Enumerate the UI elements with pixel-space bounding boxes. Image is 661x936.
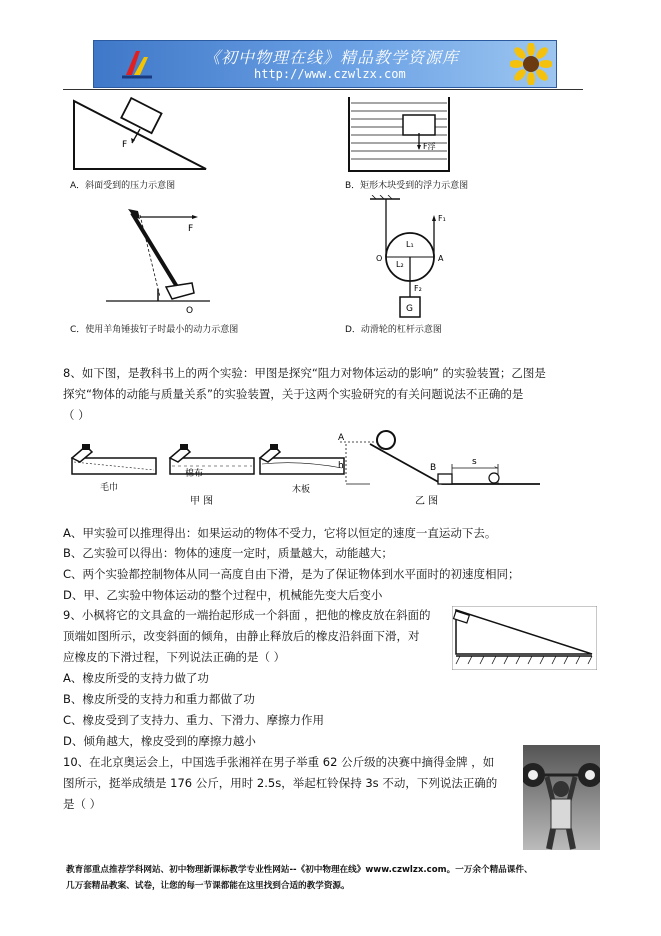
q9-incline-figure <box>452 606 597 670</box>
figure-b-beaker <box>345 95 455 175</box>
q8-option-d: D、甲、乙实验中物体运动的整个过程中，机械能先变大后变小 <box>63 588 383 602</box>
figure-c-hammer <box>100 205 220 315</box>
header-url[interactable]: http://www.czwlzx.com <box>254 67 406 81</box>
figure-d-caption: D．动滑轮的杠杆示意图 <box>345 325 442 335</box>
q9-stem-line3: 应橡皮的下滑过程，下列说法正确的是（ ） <box>63 650 286 664</box>
figure-c-pivot-label: O <box>186 306 194 315</box>
ramp-height-label: h <box>338 461 344 471</box>
surface-board-label: 木板 <box>292 485 311 495</box>
ramp-board <box>260 444 344 474</box>
figure-d-f2-label: F₂ <box>414 284 422 293</box>
distance-s-label: s <box>472 457 477 467</box>
site-logo-icon <box>118 45 156 83</box>
sunflower-icon <box>510 43 552 85</box>
figure-d-weight-label: G <box>406 304 413 314</box>
header-title: 《初中物理在线》精品教学资源库 <box>204 48 460 67</box>
ramp-point-b-label: B <box>430 463 437 473</box>
q9-stem-line2: 顶端如图所示，改变斜面的倾角，由静止释放后的橡皮沿斜面下滑，对 <box>63 629 420 643</box>
figure-c-force-label: F <box>188 224 194 234</box>
q9-stem-line1: 9、小枫将它的文具盒的一端抬起形成一个斜面 ，把他的橡皮放在斜面的 <box>63 608 431 622</box>
q8-stem-line1: 8、如下图，是教科书上的两个实验：甲图是探究“阻力对物体运动的影响” 的实验装置；乙图是 <box>63 366 546 380</box>
figure-d-l1-label: L₁ <box>406 240 414 249</box>
figure-b-caption: B．矩形木块受到的浮力示意图 <box>345 181 469 191</box>
footer-line1: 教育部重点推荐学科网站、初中物理新课标教学专业性网站--《初中物理在线》www.czwlzx.com。一万余个精品课件、 <box>66 865 533 875</box>
figure-yi-label: 乙 图 <box>415 496 439 507</box>
ramp-cotton <box>170 444 254 474</box>
page-footer <box>66 862 596 894</box>
ramp-towel <box>72 444 156 474</box>
figure-a-incline <box>70 95 220 175</box>
q9-option-b: B、橡皮所受的支持力和重力都做了功 <box>63 692 255 706</box>
q10-stem-line1: 10、在北京奥运会上，中国选手张湘祥在男子举重 62 公斤级的决赛中摘得金牌 ，如 <box>63 755 495 769</box>
q8-option-c: C、两个实验都控制物体从同一高度自由下滑，是为了保证物体到水平面时的初速度相同； <box>63 567 520 581</box>
q8-stem-line2: 探究“物体的动能与质量关系”的实验装置，关于这两个实验研究的有关问题说法不正确的是 <box>63 387 524 401</box>
figure-c-caption: C．使用羊角锤拔钉子时最小的动力示意图 <box>70 325 239 335</box>
header-divider <box>63 89 583 90</box>
figure-d-l2-label: L₂ <box>396 260 404 269</box>
q9-option-a: A、橡皮所受的支持力做了功 <box>63 671 209 685</box>
q9-option-c: C、橡皮受到了支持力、重力、下滑力、摩擦力作用 <box>63 713 325 727</box>
ramp-point-a-label: A <box>338 433 345 443</box>
q8-option-b: B、乙实验可以得出：物体的速度一定时，质量越大，动能越大； <box>63 546 393 560</box>
header-banner <box>93 40 557 88</box>
footer-line2: 几万套精品教案、试卷，让您的每一节课都能在这里找到合适的教学资源。 <box>66 881 350 891</box>
surface-towel-label: 毛巾 <box>100 483 119 493</box>
figure-d-pulley <box>360 195 470 325</box>
q8-experiment-figure <box>70 430 600 512</box>
figure-d-o-label: O <box>376 254 383 263</box>
ramp-ball-experiment <box>340 431 540 484</box>
q8-option-a: A、甲实验可以推理得出：如果运动的物体不受力，它将以恒定的速度一直运动下去。 <box>63 526 497 540</box>
q8-stem-line3: （ ） <box>63 408 90 422</box>
q9-option-d: D、倾角越大，橡皮受到的摩擦力越小 <box>63 734 256 748</box>
figure-d-a-label: A <box>438 254 444 263</box>
figure-d-f1-label: F₁ <box>438 214 446 223</box>
surface-cotton-label: 棉布 <box>185 469 204 479</box>
figure-b-buoyancy-label: F浮 <box>423 142 436 151</box>
q10-stem-line3: 是（ ） <box>63 797 102 811</box>
figure-a-force-label: F <box>122 140 128 150</box>
figure-jia-label: 甲 图 <box>190 496 214 507</box>
q10-stem-line2: 图所示，挺举成绩是 176 公斤，用时 2.5s，举起杠铃保持 3s 不动，下列说法正确的 <box>63 776 498 790</box>
weightlifter-photo <box>523 745 600 850</box>
figure-a-caption: A．斜面受到的压力示意图 <box>70 181 176 191</box>
